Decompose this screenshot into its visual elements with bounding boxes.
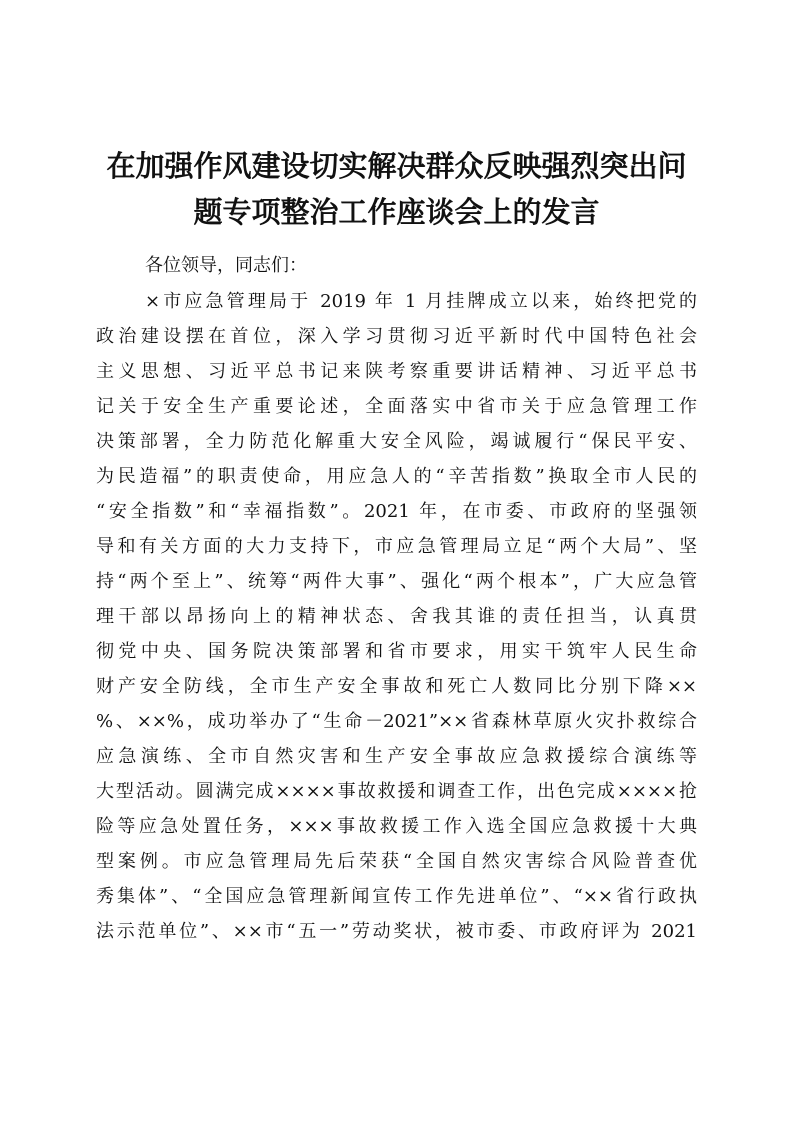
body-line: %、××%，成功举办了“生命－2021”××省森林草原火灾扑救综合 <box>96 711 697 732</box>
body-line: 导和有关方面的大力支持下，市应急管理局立足“两个大局”、坚 <box>96 536 697 557</box>
body-line: “安全指数”和“幸福指数”。2021 年，在市委、市政府的坚强领 <box>96 501 697 522</box>
body-line: 型案例。市应急管理局先后荣获“全国自然灾害综合风险普查优 <box>96 851 697 872</box>
body-line: 彻党中央、国务院决策部署和省市要求，用实干筑牢人民生命 <box>96 641 697 662</box>
document-title-line-1: 在加强作风建设切实解决群众反映强烈突出问 <box>106 149 687 183</box>
body-line: 险等应急处置任务，×××事故救援工作入选全国应急救援十大典 <box>96 816 697 837</box>
body-line: 决策部署，全力防范化解重大安全风险，竭诚履行“保民平安、 <box>96 431 697 452</box>
body-line: 政治建设摆在首位，深入学习贯彻习近平新时代中国特色社会 <box>96 326 697 347</box>
body-line: 应急演练、全市自然灾害和生产安全事故应急救援综合演练等 <box>96 746 697 767</box>
body-line: 主义思想、习近平总书记来陕考察重要讲话精神、习近平总书 <box>96 361 697 382</box>
body-line: 大型活动。圆满完成××××事故救援和调查工作，出色完成××××抢 <box>96 781 697 802</box>
body-line: ×市应急管理局于 2019 年 1 月挂牌成立以来，始终把党的 <box>145 291 697 312</box>
body-line: 法示范单位”、××市“五一”劳动奖状，被市委、市政府评为 2021 <box>96 921 697 942</box>
body-line: 持“两个至上”、统筹“两件大事”、强化“两个根本”，广大应急管 <box>96 571 697 592</box>
body-line: 财产安全防线，全市生产安全事故和死亡人数同比分别下降×× <box>96 676 697 697</box>
body-line: 记关于安全生产重要论述，全面落实中省市关于应急管理工作 <box>96 396 697 417</box>
body-line: 理干部以昂扬向上的精神状态、舍我其谁的责任担当，认真贯 <box>96 606 697 627</box>
body-line: 秀集体”、“全国应急管理新闻宣传工作先进单位”、“××省行政执 <box>96 886 697 907</box>
body-line: 为民造福”的职责使命，用应急人的“辛苦指数”换取全市人民的 <box>96 466 697 487</box>
greeting: 各位领导，同志们： <box>145 255 307 276</box>
document-title-line-2: 题专项整治工作座谈会上的发言 <box>193 195 600 229</box>
